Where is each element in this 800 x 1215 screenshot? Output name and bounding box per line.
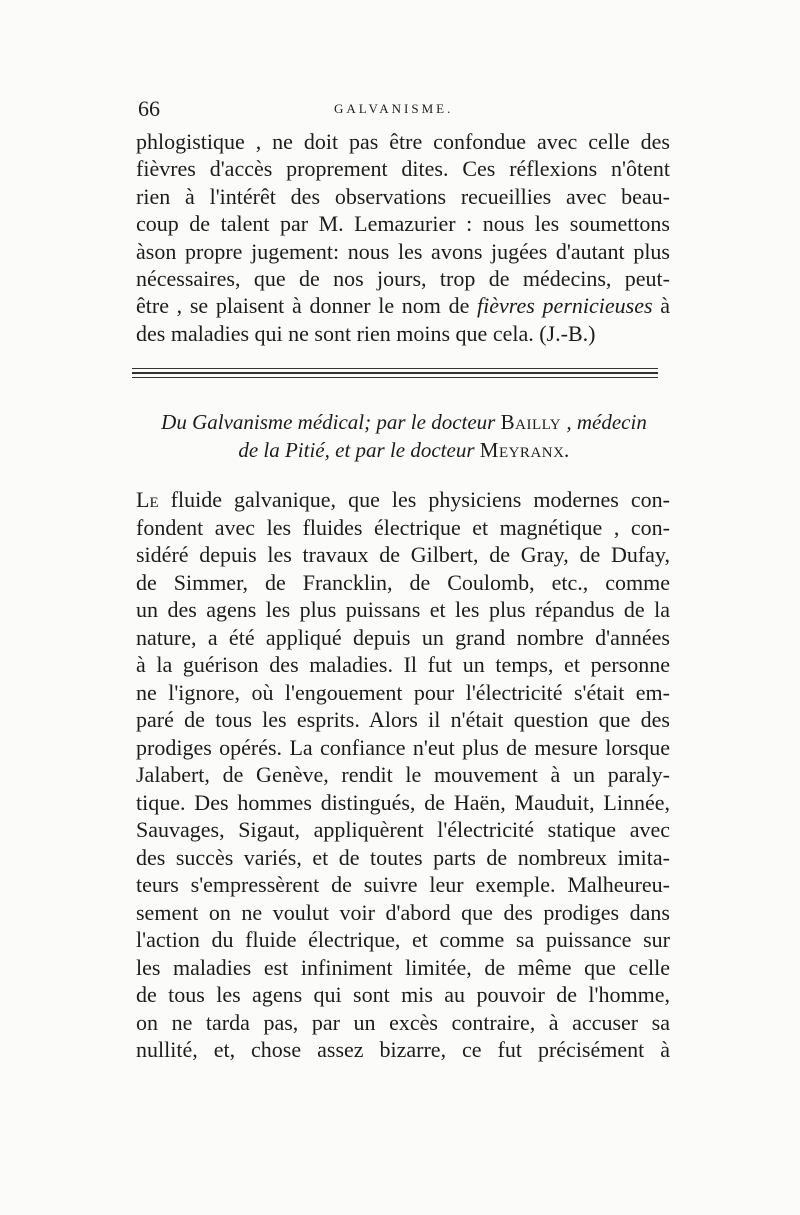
article-body xyxy=(136,486,670,1064)
article-title xyxy=(134,408,674,464)
text-line: on ne tarda pas, par un excès contraire, à accuser sa xyxy=(136,1009,670,1035)
text-line: prodiges opérés. La confiance n'eut plus de mesure lorsque xyxy=(136,734,670,760)
text-line: tique. Des hommes distingués, de Haën, Mauduit, Linnée, xyxy=(136,789,670,815)
text-line: phlogistique , ne doit pas être confondue avec celle des xyxy=(136,129,670,154)
page-header xyxy=(138,96,670,126)
text-line: un des agens les plus puissans et les plus répandus de la xyxy=(136,597,670,622)
text-line: ne l'ignore, où l'engouement pour l'électricité s'était em- xyxy=(136,679,670,705)
text-line: paré de tous les esprits. Alors il n'était question que des xyxy=(136,707,670,732)
article-title-line-2 xyxy=(134,436,674,464)
text-line: fondent avec les fluides électrique et magnétique , con- xyxy=(136,514,670,540)
italic-phrase: fièvres pernicieuses xyxy=(477,293,653,319)
text-line: à la guérison des maladies. Il fut un temps, et personne xyxy=(136,652,670,677)
text-line: les maladies est infiniment limitée, de même que celle xyxy=(136,954,670,980)
text-line: l'action du fluide électrique, et comme sa puissance sur xyxy=(136,927,670,952)
running-title: GALVANISME. xyxy=(334,101,454,116)
title-text: , médecin xyxy=(561,410,647,434)
section-divider-rule xyxy=(132,368,658,369)
article-title-line-1 xyxy=(134,408,674,436)
title-text: . xyxy=(564,438,570,462)
text-line: rien à l'intérêt des observations recueillies avec beau- xyxy=(136,183,670,209)
text-line: teurs s'empressèrent de suivre leur exemple. Malheureu- xyxy=(136,872,670,897)
section-divider-rule xyxy=(132,377,658,378)
text-line-content: fluide galvanique, que les physiciens modernes con- xyxy=(158,487,670,512)
text-line xyxy=(136,486,670,514)
title-text: de la Pitié, et par le docteur xyxy=(238,438,480,462)
text-line: nature, a été appliqué depuis un grand nombre d'années xyxy=(136,624,670,650)
text-line: de Simmer, de Francklin, de Coulomb, etc., comme xyxy=(136,569,670,595)
text-line: de tous les agens qui sont mis au pouvoir de l'homme, xyxy=(136,982,670,1007)
text-line: fièvres d'accès proprement dites. Ces réflexions n'ôtent xyxy=(136,156,670,182)
text-line: coup de talent par M. Lemazurier : nous les soumettons xyxy=(136,211,670,237)
text-line: nullité, et, chose assez bizarre, ce fut précisément à xyxy=(136,1037,670,1062)
text-line: àson propre jugement: nous les avons jugées d'autant plus xyxy=(136,238,670,264)
author-name: Meyranx xyxy=(479,438,565,462)
text-line: être , se plaisent à donner le nom de fièvres pernicieuses à xyxy=(136,293,670,319)
text-line: des maladies qui ne sont rien moins que cela. (J.-B.) xyxy=(136,320,596,346)
author-name: Bailly xyxy=(500,410,562,434)
continuation-paragraph xyxy=(136,128,670,347)
section-divider-rule xyxy=(132,372,658,374)
text-line: Jalabert, de Genève, rendit le mouvement à un paraly- xyxy=(136,762,670,787)
title-text: Du Galvanisme médical; par le docteur xyxy=(161,410,501,434)
text-line: Sauvages, Sigaut, appliquèrent l'électricité statique avec xyxy=(136,817,670,842)
text-line: nécessaires, que de nos jours, trop de médecins, peut- xyxy=(136,265,670,291)
page-number: 66 xyxy=(138,96,160,121)
text-line: des succès variés, et de toutes parts de nombreux imita- xyxy=(136,844,670,870)
text-line: sidéré depuis les travaux de Gilbert, de Gray, de Dufay, xyxy=(136,542,670,567)
text-line: sement on ne voulut voir d'abord que des prodiges dans xyxy=(136,899,670,925)
dropcap: Le xyxy=(136,487,159,512)
